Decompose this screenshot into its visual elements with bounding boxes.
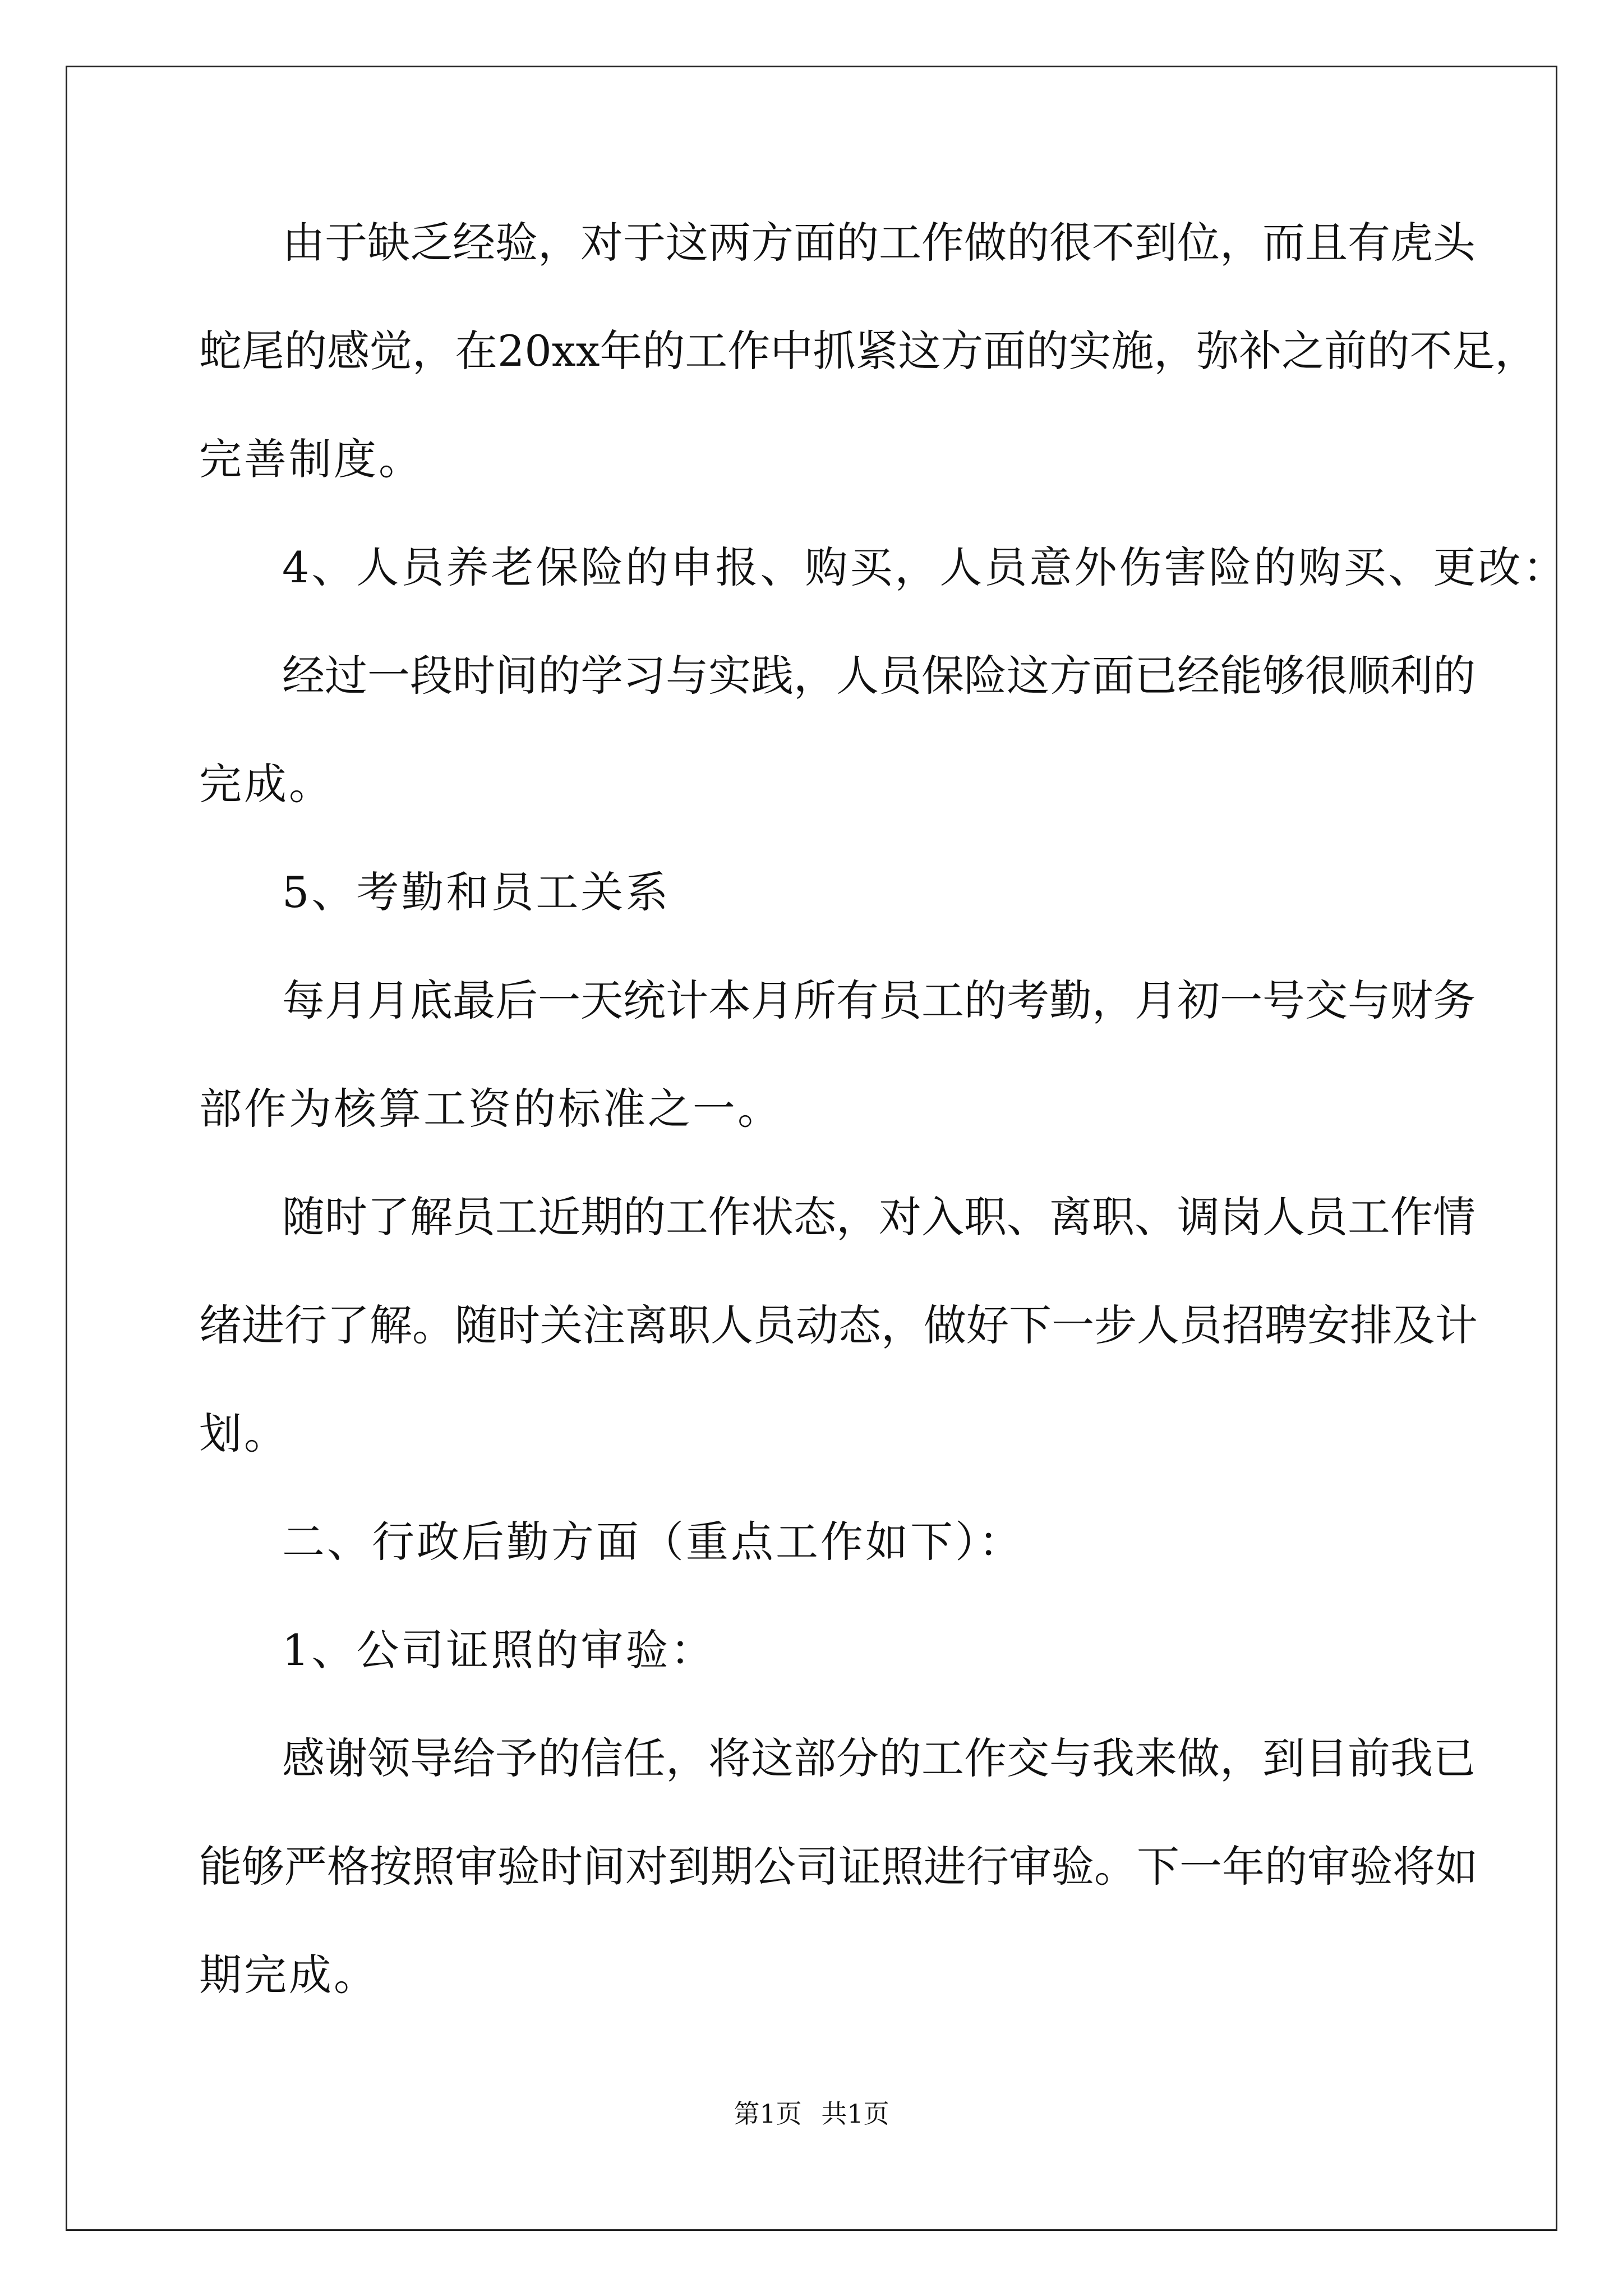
page-footer [0,2097,1623,2131]
text-line: 经过一段时间的学习与实践，人员保险这方面已经能够很顺利的 [282,651,1476,701]
text-line: 蛇尾的感觉，在20xx年的工作中抓紧这方面的实施，弥补之前的不足， [199,326,1538,376]
text-line: 绪进行了解。随时关注离职人员动态，做好下一步人员招聘安排及计 [199,1300,1478,1350]
text-line: 划。 [199,1409,289,1458]
text-line: 期完成。 [199,1950,379,2000]
text-line: 5、考勤和员工关系 [282,867,671,917]
text-line: 随时了解员工近期的工作状态，对入职、离职、调岗人员工作情 [282,1192,1476,1242]
text-line: 由于缺乏经验，对于这两方面的工作做的很不到位，而且有虎头 [282,218,1476,268]
text-line: 能够严格按照审验时间对到期公司证照进行审验。下一年的审验将如 [199,1842,1478,1892]
text-line: 1、公司证照的审验： [282,1625,716,1675]
page-border [66,66,1557,2231]
page-number-total: 共1页 [821,2099,889,2129]
text-line: 每月月底最后一天统计本月所有员工的考勤，月初一号交与财务 [282,976,1476,1025]
text-line: 部作为核算工资的标准之一。 [199,1084,782,1134]
page-number-current: 第1页 [734,2099,802,2129]
text-line: 完成。 [199,759,334,809]
text-line: 二、行政后勤方面（重点工作如下）： [282,1517,1023,1567]
text-line: 4、人员养老保险的申报、购买，人员意外伤害险的购买、更改： [282,542,1568,592]
text-line: 感谢领导给予的信任，将这部分的工作交与我来做，到目前我已 [282,1733,1476,1783]
text-line: 完善制度。 [199,434,423,484]
